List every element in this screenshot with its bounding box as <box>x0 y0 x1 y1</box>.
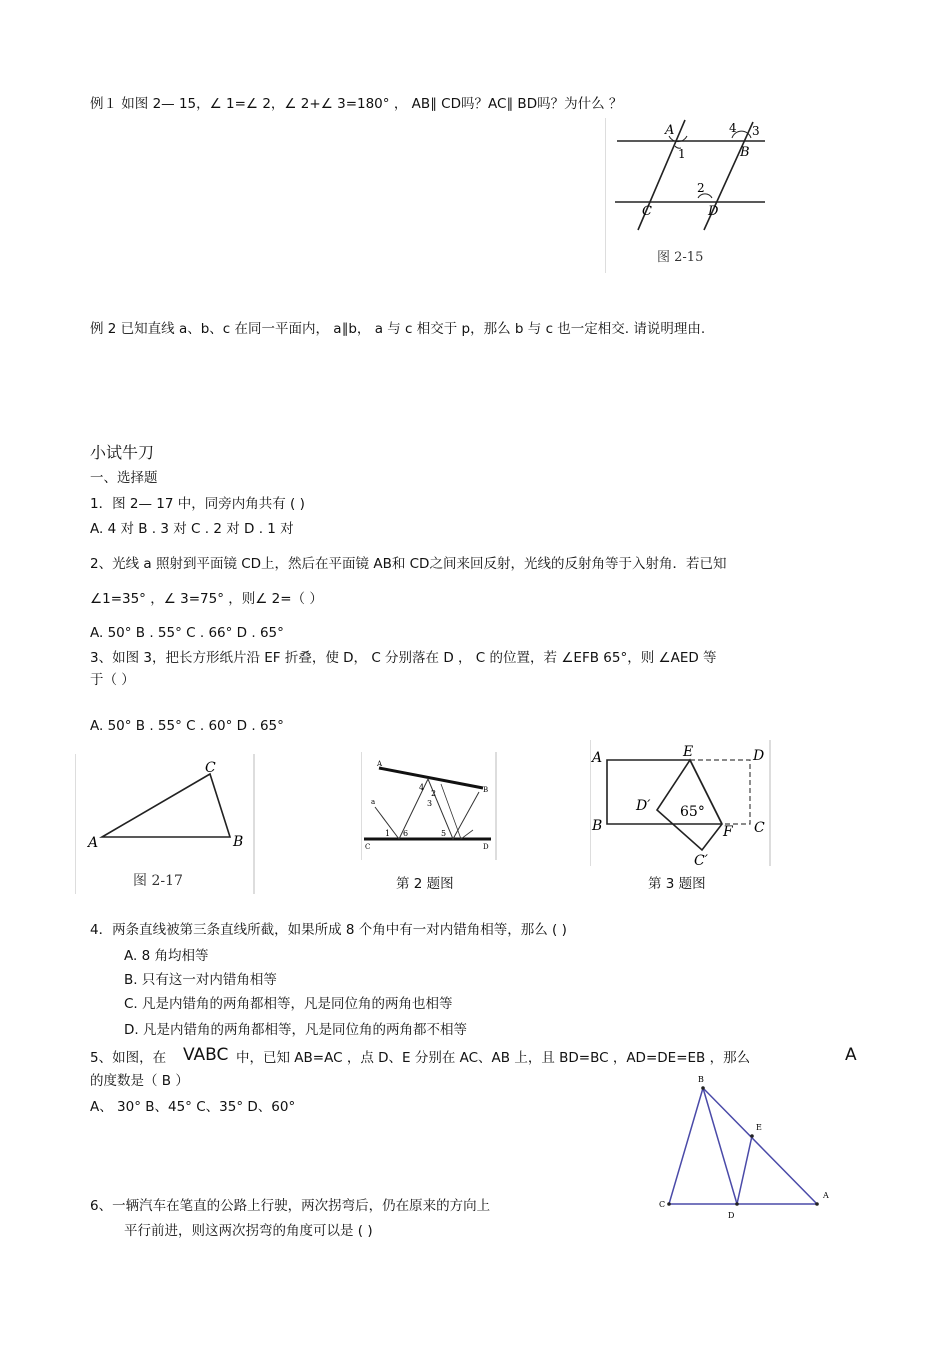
figure-question-2 <box>361 752 497 860</box>
label-C: C <box>659 1200 666 1209</box>
question-4-option-d: D. 凡是内错角的两角都相等，凡是同位角的两角都不相等 <box>124 1022 467 1038</box>
figure-2-15-caption: 图 2-15 <box>657 250 704 265</box>
label-A: A <box>377 760 383 768</box>
figure-2-17-caption: 图 2-17 <box>133 873 183 889</box>
label-5: 5 <box>441 829 447 838</box>
label-A: A <box>592 750 603 766</box>
question-4-option-b: B. 只有这一对内错角相等 <box>124 972 277 988</box>
question-6-stem-line-1: 6、一辆汽车在笔直的公路上行驶，两次拐弯后，仍在原来的方向上 <box>90 1198 491 1214</box>
label-B: B <box>698 1075 704 1084</box>
question-2-stem-line-2: ∠1=35° ，∠ 3=75° ，则∠ 2=（ ） <box>90 591 323 607</box>
label-D: D <box>753 748 765 764</box>
question-1-options: A. 4 对 B . 3 对 C . 2 对 D . 1 对 <box>90 521 294 537</box>
label-4: 4 <box>419 783 425 792</box>
label-C-prime: C′ <box>694 853 708 868</box>
label-6: 6 <box>403 829 409 838</box>
label-C: C <box>365 843 371 851</box>
label-F: F <box>723 824 733 840</box>
label-C: C <box>642 204 652 219</box>
question-4-stem: 4．两条直线被第三条直线所截，如果所成 8 个角中有一对内错角相等，那么 ( ) <box>90 922 567 938</box>
question-3-stem-line-2: 于（ ） <box>90 672 135 688</box>
label-A: A <box>665 123 675 138</box>
question-2-stem-line-1: 2、光线 a 照射到平面镜 CD上，然后在平面镜 AB和 CD之间来回反射，光线的反射角等于入射角．若已知 <box>90 556 727 572</box>
label-C: C <box>754 820 765 836</box>
label-B: B <box>483 786 489 794</box>
figure-2-15 <box>605 118 780 273</box>
label-D: D <box>483 843 489 851</box>
label-a: a <box>371 798 376 806</box>
question-1-stem: 1．图 2— 17 中，同旁内角共有 ( ) <box>90 496 305 512</box>
question-5-triangle-symbol: VABC <box>183 1045 229 1065</box>
label-2: 2 <box>697 181 705 195</box>
label-3: 3 <box>427 799 433 808</box>
question-5-stem-line-2: 的度数是（ B ） <box>90 1073 189 1089</box>
label-E: E <box>683 744 694 760</box>
label-B: B <box>740 145 750 160</box>
question-2-options: A. 50° B . 55° C . 66° D . 65° <box>90 625 284 641</box>
question-6-stem-line-2: 平行前进，则这两次拐弯的角度可以是 ( ) <box>124 1223 373 1239</box>
question-5-angle-A: A <box>845 1045 857 1065</box>
label-D: D <box>728 1211 735 1220</box>
figure-question-5 <box>655 1072 835 1222</box>
label-B: B <box>592 818 603 834</box>
label-A: A <box>88 835 99 851</box>
label-C: C <box>205 760 216 776</box>
figure-question-2-caption: 第 2 题图 <box>396 876 454 892</box>
question-5-stem-a: 5、如图，在 <box>90 1050 167 1066</box>
label-D: D <box>708 204 719 219</box>
label-B: B <box>233 834 244 850</box>
label-2: 2 <box>431 789 437 798</box>
figure-question-3-caption: 第 3 题图 <box>648 876 706 892</box>
example-2-text: 例 2 已知直线 a、b、c 在同一平面内， a∥b， a 与 c 相交于 p，那么 b 与 c 也一定相交. 请说明理由. <box>90 321 706 337</box>
label-4: 4 <box>729 121 737 135</box>
question-4-option-a: A. 8 角均相等 <box>124 948 209 964</box>
question-3-options: A. 50° B . 55° C . 60° D . 65° <box>90 718 284 734</box>
question-5-stem-c: 中，已知 AB=AC ，点 D、E 分别在 AC、AB 上，且 BD=BC ，AD=DE=EB ，那么 <box>236 1050 751 1066</box>
part-1-title: 一、选择题 <box>90 470 158 486</box>
question-5-options: A、 30° B、45° C、35° D、60° <box>90 1099 296 1115</box>
label-D-prime: D′ <box>636 798 651 814</box>
figure-2-17 <box>75 754 255 894</box>
figure-question-3 <box>590 738 772 868</box>
label-1: 1 <box>678 147 686 161</box>
label-3: 3 <box>752 124 760 138</box>
angle-65-label: 65° <box>680 804 705 820</box>
example-1-text: 例１ 如图 2— 15，∠ 1=∠ 2，∠ 2+∠ 3=180° ， AB∥ CD吗？AC∥ BD吗？为什么 ？ <box>90 96 623 112</box>
label-E: E <box>756 1123 762 1132</box>
section-title: 小试牛刀 <box>90 443 155 462</box>
question-4-option-c: C. 凡是内错角的两角都相等，凡是同位角的两角也相等 <box>124 996 453 1012</box>
question-3-stem-line-1: 3、如图 3，把长方形纸片沿 EF 折叠，使 D， C 分别落在 D ， C 的位置，若 ∠EFB 65°，则 ∠AED 等 <box>90 650 717 666</box>
label-1: 1 <box>385 829 391 838</box>
label-A: A <box>823 1191 829 1200</box>
